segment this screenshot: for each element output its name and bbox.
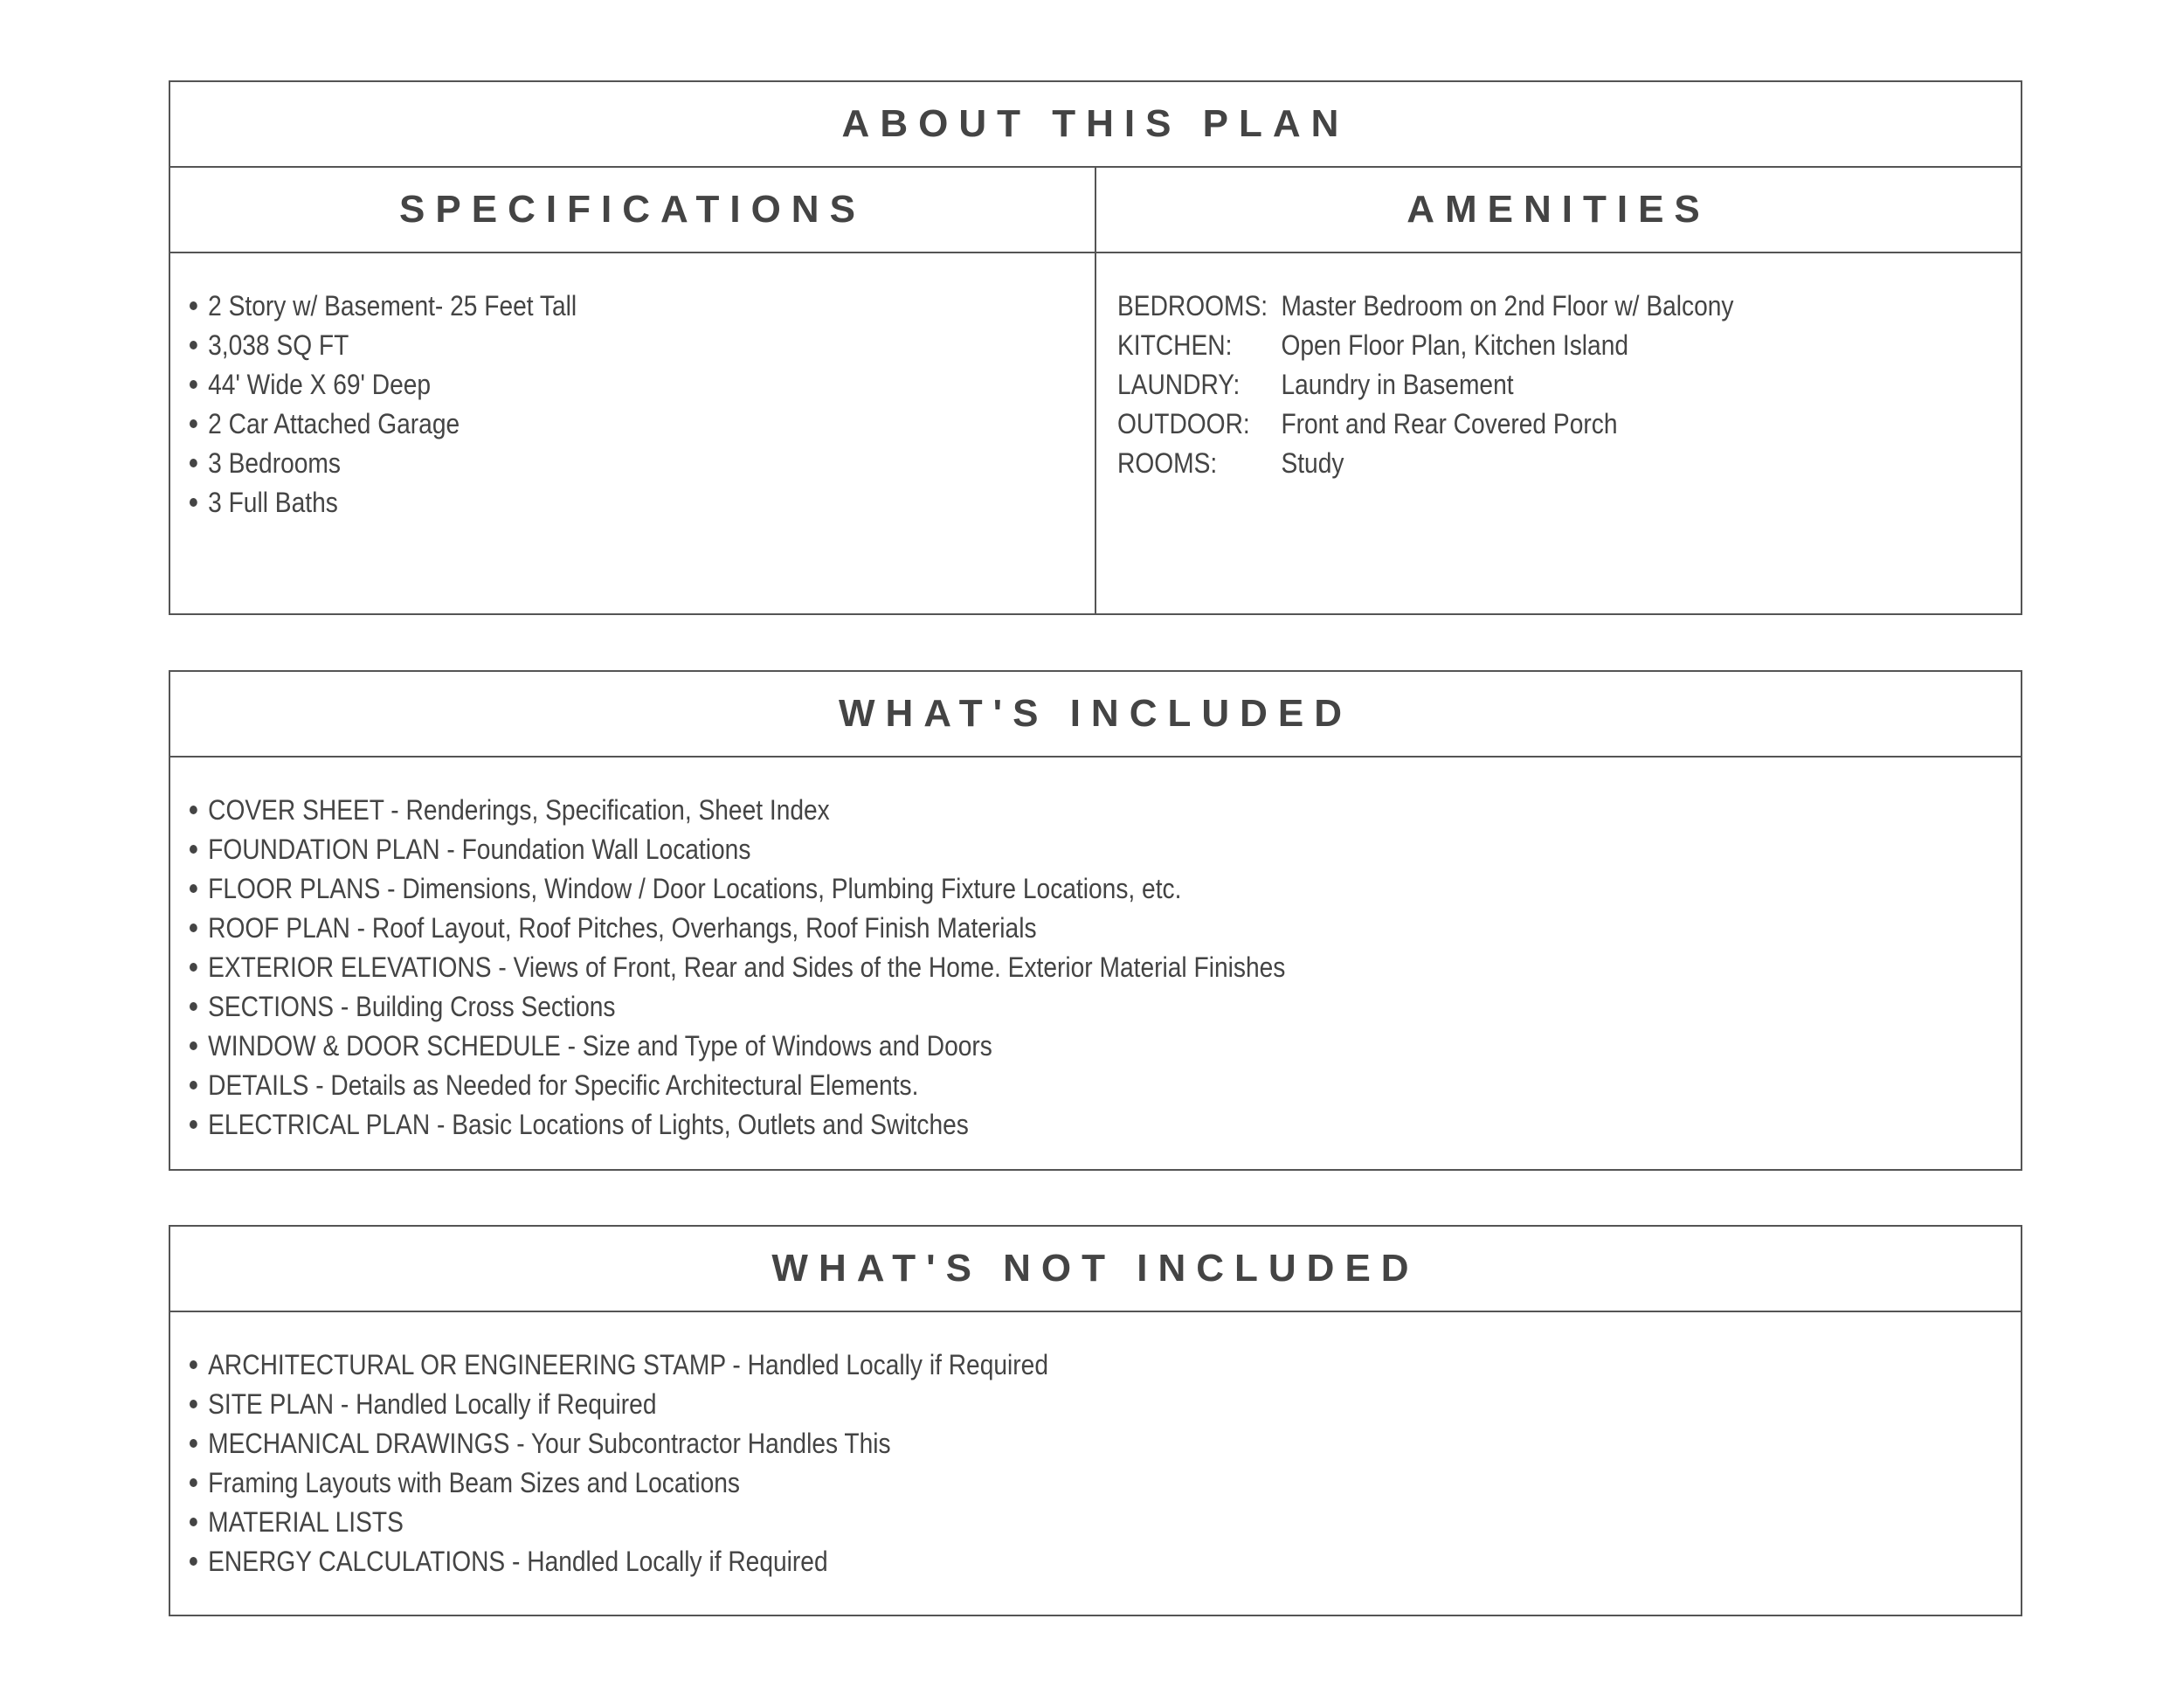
list-item: 3 Bedrooms [190, 444, 986, 483]
bullet-icon [190, 1002, 197, 1011]
amenities-title: AMENITIES [1096, 168, 2021, 253]
whats-not-included-panel [169, 1225, 2022, 1616]
bullet-icon [190, 1478, 197, 1487]
whats-included-panel [169, 670, 2022, 1171]
amenities-list [1096, 253, 2021, 483]
amenity-value: Open Floor Plan, Kitchen Island [1281, 329, 1629, 361]
list-item: MECHANICAL DRAWINGS - Your Subcontractor Handles This [190, 1424, 1800, 1463]
amenity-value: Front and Rear Covered Porch [1281, 408, 1618, 439]
specifications-list [170, 253, 1095, 522]
specifications-title: SPECIFICATIONS [170, 168, 1095, 253]
bullet-icon [190, 963, 197, 972]
bullet-icon [190, 884, 197, 893]
list-item: DETAILS - Details as Needed for Specific Architectural Elements. [190, 1066, 1800, 1105]
list-item: ELECTRICAL PLAN - Basic Locations of Lights, Outlets and Switches [190, 1105, 1800, 1145]
bullet-icon [190, 924, 197, 932]
bullet-icon [190, 1360, 197, 1369]
whats-not-included-title: WHAT'S NOT INCLUDED [170, 1227, 2021, 1312]
list-item: FLOOR PLANS - Dimensions, Window / Door Locations, Plumbing Fixture Locations, etc. [190, 869, 1800, 909]
bullet-icon [190, 1081, 197, 1090]
amenity-value: Study [1281, 447, 1344, 479]
list-item: 2 Car Attached Garage [190, 405, 986, 444]
about-this-plan-panel [169, 80, 2022, 615]
amenity-value: Master Bedroom on 2nd Floor w/ Balcony [1281, 290, 1734, 322]
amenity-row [1117, 326, 1912, 365]
amenity-row [1117, 287, 1912, 326]
list-item: 3,038 SQ FT [190, 326, 986, 365]
amenity-key: OUTDOOR: [1117, 408, 1250, 439]
list-item: SITE PLAN - Handled Locally if Required [190, 1385, 1800, 1424]
bullet-icon [190, 1400, 197, 1408]
whats-not-included-list [170, 1312, 2021, 1581]
amenity-value: Laundry in Basement [1281, 369, 1514, 400]
list-item: 44' Wide X 69' Deep [190, 365, 986, 405]
amenity-row [1117, 365, 1912, 405]
list-item: ROOF PLAN - Roof Layout, Roof Pitches, Overhangs, Roof Finish Materials [190, 909, 1800, 948]
list-item: 2 Story w/ Basement- 25 Feet Tall [190, 287, 986, 326]
about-columns [170, 168, 2021, 613]
specifications-column [170, 168, 1095, 613]
whats-included-list [170, 758, 2021, 1145]
amenity-key: LAUNDRY: [1117, 369, 1241, 400]
list-item: EXTERIOR ELEVATIONS - Views of Front, Rear and Sides of the Home. Exterior Material Finishes [190, 948, 1800, 987]
whats-included-title: WHAT'S INCLUDED [170, 672, 2021, 758]
list-item: WINDOW & DOOR SCHEDULE - Size and Type of Windows and Doors [190, 1027, 1800, 1066]
bullet-icon [190, 380, 197, 389]
list-item: Framing Layouts with Beam Sizes and Locations [190, 1463, 1800, 1503]
amenity-key: BEDROOMS: [1117, 290, 1268, 322]
amenity-row [1117, 405, 1912, 444]
list-item: 3 Full Baths [190, 483, 986, 522]
list-item: ARCHITECTURAL OR ENGINEERING STAMP - Handled Locally if Required [190, 1346, 1800, 1385]
bullet-icon [190, 806, 197, 814]
bullet-icon [190, 498, 197, 507]
amenities-column [1095, 168, 2021, 613]
list-item: COVER SHEET - Renderings, Specification, Sheet Index [190, 791, 1800, 830]
list-item: MATERIAL LISTS [190, 1503, 1800, 1542]
bullet-icon [190, 341, 197, 349]
bullet-icon [190, 301, 197, 310]
about-this-plan-title: ABOUT THIS PLAN [170, 82, 2021, 168]
bullet-icon [190, 1518, 197, 1526]
bullet-icon [190, 459, 197, 467]
amenity-row [1117, 444, 1912, 483]
list-item: FOUNDATION PLAN - Foundation Wall Locations [190, 830, 1800, 869]
bullet-icon [190, 1557, 197, 1566]
amenity-key: ROOMS: [1117, 447, 1218, 479]
bullet-icon [190, 845, 197, 854]
bullet-icon [190, 1120, 197, 1129]
bullet-icon [190, 419, 197, 428]
list-item: ENERGY CALCULATIONS - Handled Locally if Required [190, 1542, 1800, 1581]
amenity-key: KITCHEN: [1117, 329, 1233, 361]
list-item: SECTIONS - Building Cross Sections [190, 987, 1800, 1027]
bullet-icon [190, 1439, 197, 1448]
bullet-icon [190, 1041, 197, 1050]
